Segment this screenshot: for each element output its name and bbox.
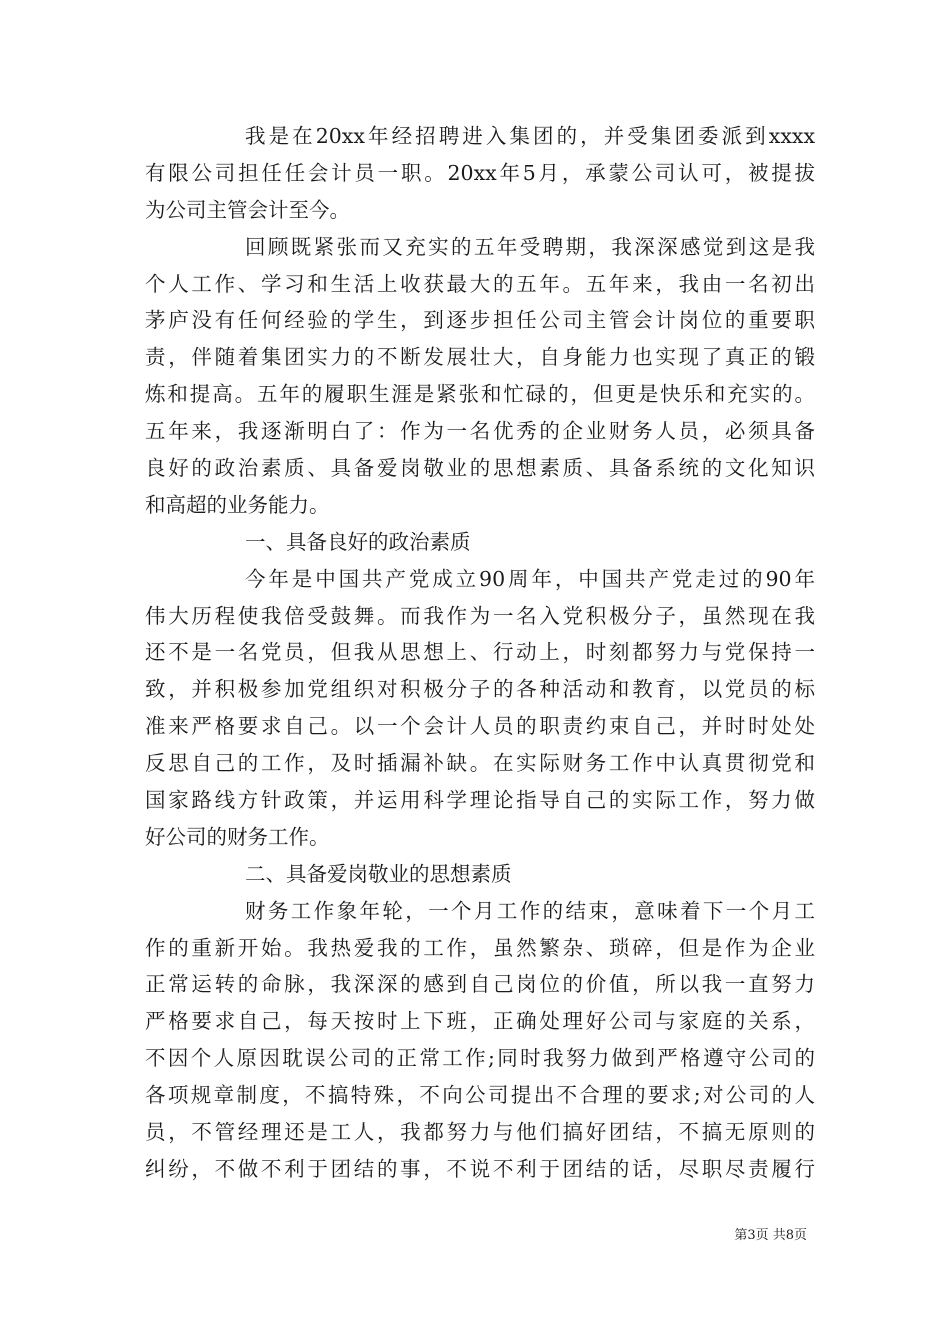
page-number: 第3页 共8页: [734, 1228, 807, 1243]
text-line: 炼和提高。五年的履职生涯是紧张和忙碌的，但更是快乐和充实的。: [145, 382, 815, 407]
text-line: 我是在20xx年经招聘进入集团的，并受集团委派到xxxx: [245, 124, 815, 148]
text-line: 今年是中国共产党成立90周年，中国共产党走过的90年: [245, 566, 815, 591]
section-heading-dedication: 二、具备爱岗敬业的思想素质: [245, 861, 512, 886]
text-line: 还不是一名党员，但我从思想上、行动上，时刻都努力与党保持一: [145, 640, 815, 665]
paragraph-dedication: [145, 893, 815, 1188]
text-line: 为公司主管会计至今。: [145, 197, 350, 222]
text-line: 伟大历程使我倍受鼓舞。而我作为一名入党积极分子，虽然现在我: [145, 603, 815, 628]
text-line: 作的重新开始。我热爱我的工作，虽然繁杂、琐碎，但是作为企业: [145, 935, 815, 960]
section-heading-political: 一、具备良好的政治素质: [245, 529, 471, 554]
text-line: 好公司的财务工作。: [145, 824, 330, 849]
text-line: 员，不管经理还是工人，我都努力与他们搞好团结，不搞无原则的: [145, 1120, 815, 1145]
text-line: 茅庐没有任何经验的学生，到逐步担任公司主管会计岗位的重要职: [145, 308, 815, 333]
text-line: 致，并积极参加党组织对积极分子的各种活动和教育，以党员的标: [145, 677, 815, 702]
text-line: 不因个人原因耽误公司的正常工作;同时我努力做到严格遵守公司的: [145, 1046, 815, 1071]
text-line: 个人工作、学习和生活上收获最大的五年。五年来，我由一名初出: [145, 271, 815, 296]
text-line: 准来严格要求自己。以一个会计人员的职责约束自己，并时时处处: [145, 714, 815, 739]
text-line: 各项规章制度，不搞特殊，不向公司提出不合理的要求;对公司的人: [145, 1083, 815, 1108]
text-line: 正常运转的命脉，我深深的感到自己岗位的价值，所以我一直努力: [145, 972, 815, 997]
text-line: 五年来，我逐渐明白了：作为一名优秀的企业财务人员，必须具备: [145, 419, 815, 444]
paragraph-intro: [145, 118, 815, 229]
text-line: 国家路线方针政策，并运用科学理论指导自己的实际工作，努力做: [145, 788, 815, 813]
text-line: 纠纷，不做不利于团结的事，不说不利于团结的话，尽职尽责履行: [145, 1156, 815, 1181]
text-line: 责，伴随着集团实力的不断发展壮大，自身能力也实现了真正的锻: [145, 345, 815, 370]
text-line: 有限公司担任任会计员一职。20xx年5月，承蒙公司认可，被提拔: [145, 160, 815, 185]
text-line: 反思自己的工作，及时插漏补缺。在实际财务工作中认真贯彻党和: [145, 751, 815, 776]
paragraph-political: [145, 561, 815, 856]
text-line: 财务工作象年轮，一个月工作的结束，意味着下一个月工: [245, 898, 815, 923]
document-body: [145, 118, 815, 1188]
paragraph-review: [145, 229, 815, 524]
text-line: 严格要求自己，每天按时上下班，正确处理好公司与家庭的关系，: [145, 1009, 815, 1034]
text-line: 回顾既紧张而又充实的五年受聘期，我深深感觉到这是我: [245, 234, 815, 259]
text-line: 和高超的业务能力。: [145, 492, 330, 517]
text-line: 良好的政治素质、具备爱岗敬业的思想素质、具备系统的文化知识: [145, 456, 815, 481]
